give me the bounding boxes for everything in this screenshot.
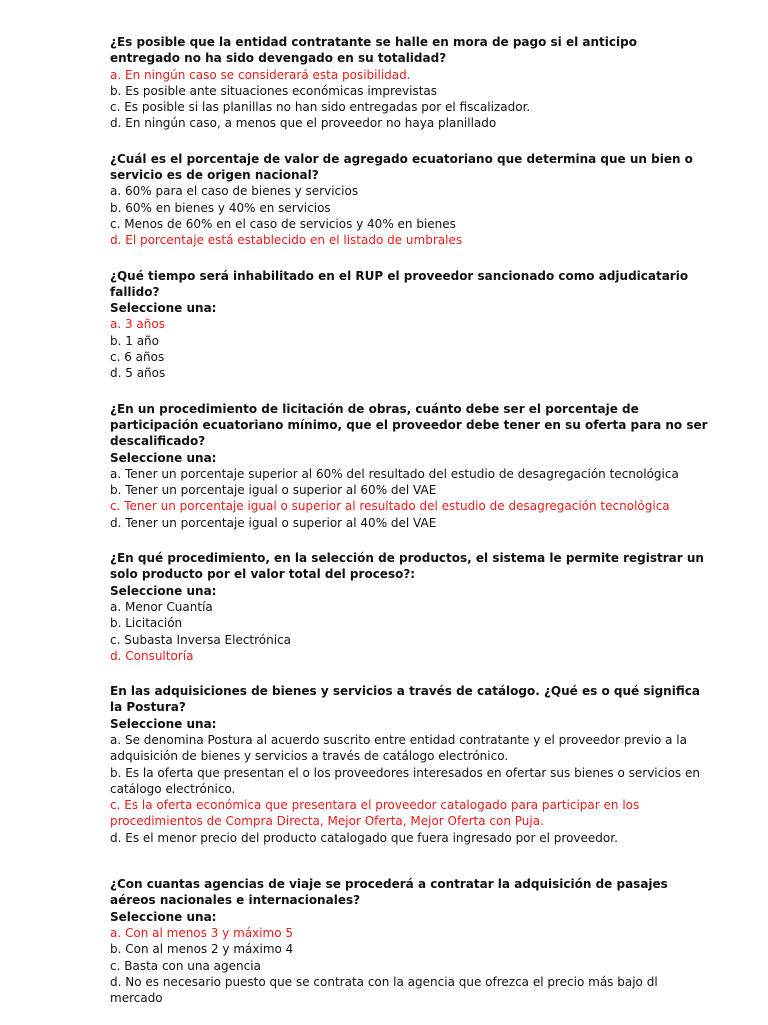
select-one-label: Seleccione una: <box>110 301 217 316</box>
question-block <box>110 151 710 249</box>
question-text: ¿Cuál es el porcentaje de valor de agregado ecuatoriano que determina que un bien o servicio es de origen nacional? <box>110 151 693 183</box>
answer-option-c: c. Es la oferta económica que presentara el proveedor catalogado para participar en los procedimientos de Compra Directa, Mejor Oferta, Mejor Oferta con Puja. <box>110 798 640 829</box>
answer-option-b: b. Con al menos 2 y máximo 4 <box>110 942 294 957</box>
question-block <box>110 268 710 382</box>
answer-option-c: c. Basta con una agencia <box>110 958 261 973</box>
answer-option-b: b. Tener un porcentaje igual o superior al 60% del VAE <box>110 483 437 498</box>
answer-option-d: d. En ningún caso, a menos que el proveedor no haya planillado <box>110 116 497 131</box>
answer-option-d: d. Consultoría <box>110 648 194 663</box>
answer-option-b: b. Licitación <box>110 616 183 631</box>
question-text: ¿Con cuantas agencias de viaje se procederá a contratar la adquisición de pasajes aéreos nacionales e internacionales? <box>110 877 668 908</box>
answer-option-a: a. Se denomina Postura al acuerdo suscrito entre entidad contratante y el proveedor previo a la adquisición de bienes y servicios a través de catálogo electrónico. <box>110 732 687 764</box>
answer-option-d: d. El porcentaje está establecido en el listado de umbrales <box>110 233 463 248</box>
answer-option-d: d. Es el menor precio del producto catalogado que fuera ingresado por el proveedor. <box>110 830 618 845</box>
answer-option-c: c. Tener un porcentaje igual o superior al resultado del estudio de desagregación tecnológica <box>110 499 670 514</box>
select-one-label: Seleccione una: <box>110 450 217 465</box>
answer-option-d: d. 5 años <box>110 366 166 381</box>
answer-option-a: a. 60% para el caso de bienes y servicios <box>110 184 359 199</box>
question-text: ¿Qué tiempo será inhabilitado en el RUP el proveedor sancionado como adjudicatario fallido? <box>110 268 689 299</box>
answer-option-c: c. Menos de 60% en el caso de servicios y 40% en bienes <box>110 216 456 231</box>
answer-option-a: a. En ningún caso se considerará esta posibilidad. <box>110 67 411 82</box>
question-block <box>110 401 710 531</box>
question-text: ¿Es posible que la entidad contratante se halle en mora de pago si el anticipo entregado no ha sido devengado en su totalidad? <box>110 35 637 66</box>
answer-option-c: c. 6 años <box>110 350 165 365</box>
question-text: ¿En un procedimiento de licitación de obras, cuánto debe ser el porcentaje de participación ecuatoriano mínimo, que el proveedor debe tener en su oferta para no ser descalificado? <box>110 401 708 449</box>
answer-option-a: a. 3 años <box>110 317 165 332</box>
question-text: ¿En qué procedimiento, en la selección de productos, el sistema le permite registrar un solo producto por el valor total del proceso?: <box>110 551 704 582</box>
answer-option-b: b. Es posible ante situaciones económicas imprevistas <box>110 83 438 98</box>
answer-option-d: d. No es necesario puesto que se contrata con la agencia que ofrezca el precio más bajo dl mercado <box>110 974 658 1006</box>
document-page <box>110 34 710 1025</box>
answer-option-c: c. Subasta Inversa Electrónica <box>110 632 292 647</box>
answer-option-b: b. Es la oferta que presentan el o los proveedores interesados en ofertar sus bienes o servicios en catálogo electrónico. <box>110 765 700 796</box>
answer-option-b: b. 60% en bienes y 40% en servicios <box>110 200 331 215</box>
answer-option-a: a. Con al menos 3 y máximo 5 <box>110 925 294 940</box>
select-one-label: Seleccione una: <box>110 716 217 731</box>
answer-option-b: b. 1 año <box>110 333 159 348</box>
answer-option-a: a. Tener un porcentaje superior al 60% del resultado del estudio de desagregación tecnológica <box>110 466 679 481</box>
question-block <box>110 876 710 1006</box>
question-block <box>110 683 710 846</box>
answer-option-a: a. Menor Cuantía <box>110 599 213 614</box>
question-block <box>110 34 710 132</box>
select-one-label: Seleccione una: <box>110 909 217 924</box>
answer-option-c: c. Es posible si las planillas no han sido entregadas por el fiscalizador. <box>110 100 531 115</box>
answer-option-d: d. Tener un porcentaje igual o superior al 40% del VAE <box>110 515 437 530</box>
question-text: En las adquisiciones de bienes y servicios a través de catálogo. ¿Qué es o qué significa la Postura? <box>110 684 700 715</box>
question-block <box>110 550 710 664</box>
select-one-label: Seleccione una: <box>110 583 217 598</box>
